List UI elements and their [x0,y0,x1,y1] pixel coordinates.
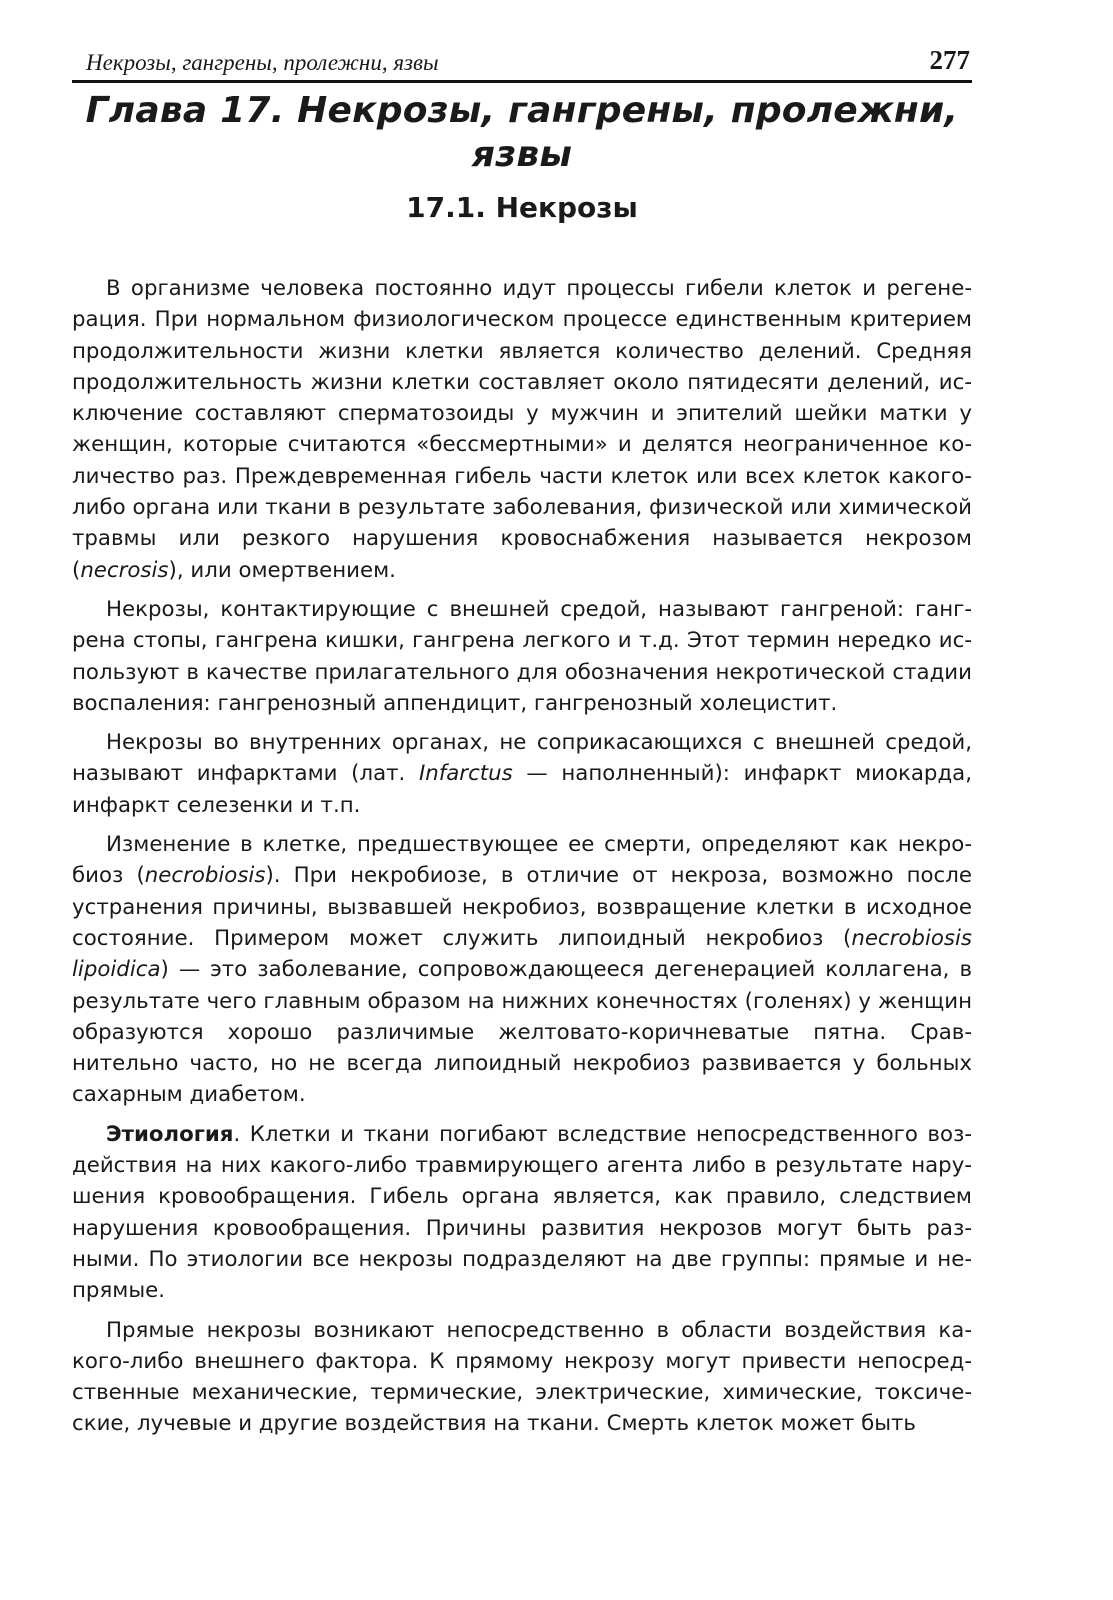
term-infarctus: Infarctus [418,761,513,787]
book-page [72,38,972,1448]
section-title: 17.1. Некрозы [406,191,638,224]
chapter-title: Глава 17. Некрозы, гангрены, пролежни, язвы [85,90,959,175]
paragraph-4-text: Изменение в клетке, предшествующее ее смерти, определяют как некробиоз ( [72,832,972,889]
running-title: Некрозы, гангрены, пролежни, язвы [86,50,439,75]
paragraph-6: Прямые некрозы возникают непосредственно в области воздействия какого-либо внешнего фактора. К прямому некрозу могут привести непосредственные механические, термические, электрические, химические, токсические, лучевые и другие воздействия на ткани. Смерть клеток может быть [72,1317,972,1437]
body-text [72,273,972,1440]
paragraph-4-mid: ). При некробиозе, в отличие от некроза, возможно после устранения причины, вызвавшей некробиоз, возвращение клетки в исходное состояние. Примером может служить липоидный некробиоз ( [72,863,972,951]
paragraph-1-end: ), или омертвением. [168,557,396,583]
paragraph-1-text: В организме человека постоянно идут процессы гибели клеток и регенерация. При нормальном физиологическом процессе единственным критерием продолжительности жизни клетки является количество делений. Средняя продолжительность жизни клетки составляет около пятидесяти делений, исключение составляют сперматозоиды у мужчин и эпителий шейки матки у женщин, которые считаются «бессмертными» и делятся неограниченное количество раз. Преждевременная гибель части клеток или всех клеток какого-либо органа или ткани в результате заболевания, физической или химической травмы или резкого нарушения кровоснабжения называется некрозом ( [72,276,972,583]
paragraph-3-text: Некрозы во внутренних органах, не соприкасающихся с внешней средой, называют инфарктами (лат. [72,730,972,787]
running-header [72,38,972,80]
paragraph-5 [72,1119,972,1307]
header-rule [72,80,972,83]
paragraph-5-text: . Клетки и ткани погибают вследствие непосредственного воздействия на них какого-либо травмирующего агента либо в результате нарушения кровообращения. Гибель органа является, как правило, следствием нарушения кровообращения. Причины развития некрозов могут быть разными. По этиологии все некрозы подразделяют на две группы: прямые и непрямые. [72,1121,972,1304]
paragraph-1 [72,273,972,586]
etiology-heading: Этиология [106,1121,234,1147]
term-necrobiosis: necrobiosis [144,863,266,889]
paragraph-4 [72,829,972,1111]
paragraph-4-end: ) — это заболевание, сопровождающееся дегенерацией коллагена, в результате чего главным образом на нижних конечностях (голенях) у женщин образуются хорошо различимые желтовато-коричневатые пятна. Сравнительно часто, но не всегда липоидный некробиоз развивается у больных сахарным диабетом. [72,957,972,1108]
page-number: 277 [929,45,970,75]
paragraph-3-end: — наполненный): инфаркт миокарда, инфаркт селезенки и т.п. [72,761,972,818]
paragraph-2: Некрозы, контактирующие с внешней средой, называют гангреной: гангрена стопы, гангрена кишки, гангрена легкого и т.д. Этот термин нередко используют в качестве прилагательного для обозначения некротической стадии воспаления: гангренозный аппендицит, гангренозный холецистит. [72,596,972,716]
paragraph-3 [72,727,972,821]
term-necrobiosis-lipoidica: necrobiosis lipoidica [72,925,972,983]
term-necrosis: necrosis [80,557,169,583]
